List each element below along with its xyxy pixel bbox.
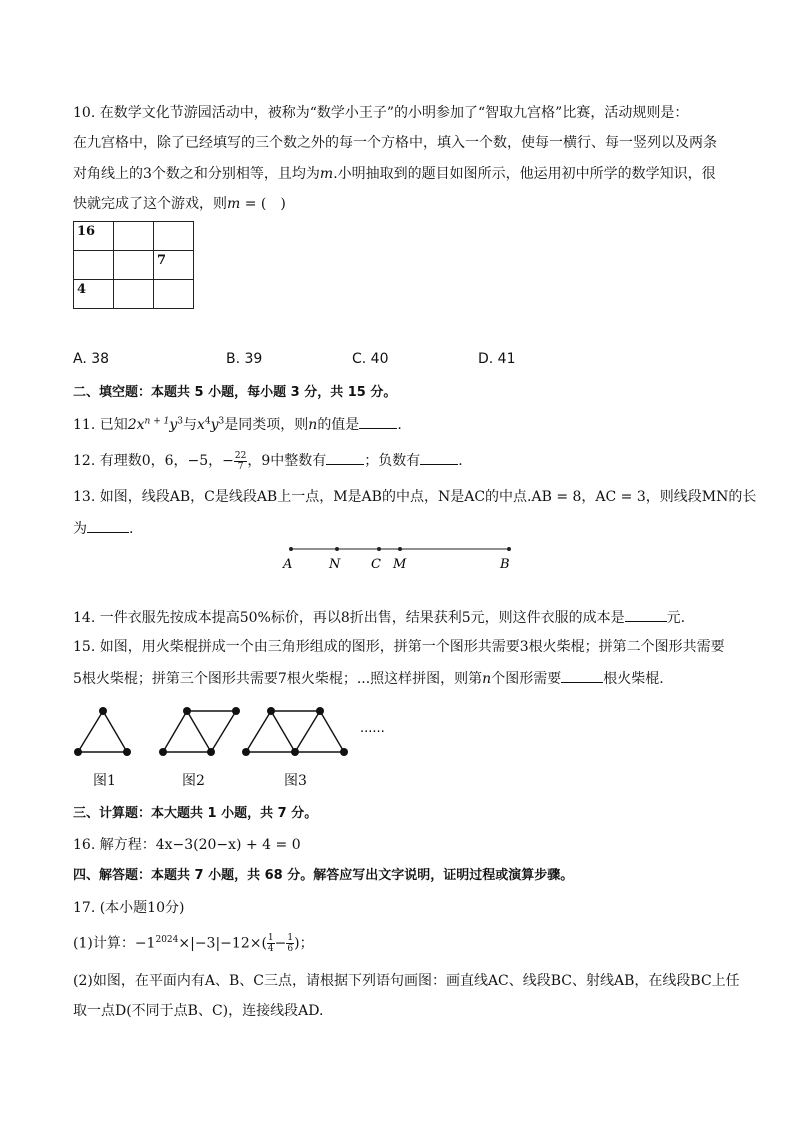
q10-line3-b: .小明抽取到的题目如图所示，他运用初中所学的数学知识，很 <box>333 166 716 182</box>
grid-cell: 7 <box>154 251 194 280</box>
q13-line2 <box>73 518 133 539</box>
q11-y1: y <box>169 417 178 433</box>
grid-cell: 4 <box>74 280 114 309</box>
q14-text: 14. 一件衣服先按成本提高50%标价，再以8折出售，结果获利5元，则这件衣服的成本是 <box>73 610 625 626</box>
figure-1-joints <box>74 707 131 756</box>
point-n-dot <box>335 547 339 551</box>
grid-cell <box>154 280 194 309</box>
q10-option-c: C. 40 <box>352 351 389 367</box>
answer-blank[interactable] <box>420 450 458 465</box>
q10-line4 <box>73 194 286 214</box>
grid-cell <box>114 280 154 309</box>
q11-prefix: 11. 已知 <box>73 417 128 433</box>
grid-cell <box>154 222 194 251</box>
matchstick <box>320 711 344 752</box>
q17-part2-line1: (2)如图，在平面内有A、B、C三点，请根据下列语句画图：画直线AC、线段BC、射线AB，在线段BC上任 <box>73 973 740 989</box>
point-a-label: A <box>283 557 293 572</box>
point-c-dot <box>377 547 381 551</box>
joint-dot <box>123 748 131 756</box>
answer-blank[interactable] <box>87 518 129 533</box>
fraction <box>286 933 294 954</box>
q17-part1-mid: ×|−3|−12×( <box>178 935 267 952</box>
q12-end: . <box>458 453 463 469</box>
q17-part1-exponent: 2024 <box>155 934 179 945</box>
point-n-label: N <box>329 557 341 572</box>
q16: 16. 解方程：4x−3(20−x) + 4 = 0 <box>73 837 301 853</box>
fraction <box>234 451 247 472</box>
q10-option-d: D. 41 <box>478 351 516 367</box>
q10-option-a: A. 38 <box>73 351 110 367</box>
q10-line4-a: 快就完成了这个游戏，则 <box>73 196 227 212</box>
grid-row <box>74 222 194 251</box>
q11-y2: y <box>210 417 219 433</box>
q10-line4-b: = ( ) <box>240 196 286 212</box>
q17-part1-end: )； <box>294 935 314 952</box>
q17-part2-line2: 取一点D(不同于点B、C)，连接线段AD. <box>73 1003 324 1019</box>
q11-exp-x2: 4 <box>204 416 211 427</box>
joint-dot <box>159 748 167 756</box>
q12 <box>73 450 463 472</box>
fraction-denominator: 4 <box>267 944 274 954</box>
q11 <box>73 414 402 435</box>
point-m-dot <box>398 547 402 551</box>
q15-line2-c: 根火柴棍. <box>603 671 664 687</box>
joint-dot <box>99 707 107 715</box>
q13-line2-text: 为 <box>73 521 87 537</box>
q12-mid2: ；负数有 <box>364 453 421 469</box>
q11-exp1: n + 1 <box>144 416 170 427</box>
minus-sign: − <box>274 935 287 952</box>
joint-dot <box>316 707 324 715</box>
matchstick-figures <box>70 700 400 762</box>
joint-dot <box>74 748 82 756</box>
q10-line2: 在九宫格中，除了已经填写的三个数之外的每一个方格中，填入一个数，使每一横行、每一竖列以及两条 <box>73 135 717 151</box>
joint-dot <box>207 748 215 756</box>
answer-blank[interactable] <box>359 414 397 429</box>
q10-line3-a: 对角线上的3个数之和分别相等，且均为 <box>73 166 320 182</box>
matchstick <box>295 711 320 752</box>
ellipsis: ...... <box>360 721 385 736</box>
joint-dot <box>340 748 348 756</box>
matchstick <box>163 711 187 752</box>
matchstick <box>271 711 295 752</box>
section3-heading: 三、计算题：本大题共 1 小题，共 7 分。 <box>73 806 318 821</box>
matchstick <box>103 711 127 752</box>
joint-dot <box>232 707 240 715</box>
grid-cell: 16 <box>74 222 114 251</box>
fraction-denominator: 6 <box>287 944 294 954</box>
q15-line1: 15. 如图，用火柴棍拼成一个由三角形组成的图形，拼第一个图形共需要3根火柴棍；拼第二个图形共需要 <box>73 639 725 655</box>
matchstick <box>211 711 236 752</box>
grid-cell <box>74 251 114 280</box>
answer-blank[interactable] <box>326 450 364 465</box>
grid-cell <box>114 222 154 251</box>
figure-1 <box>78 711 127 752</box>
q10-var-m-2: m <box>227 196 241 212</box>
q12-prefix: 12. 有理数0，6，−5，− <box>73 453 234 469</box>
q15-var-n: n <box>482 671 492 687</box>
section2-heading: 二、填空题：本题共 5 小题，每小题 3 分，共 15 分。 <box>73 385 397 400</box>
point-m-label: M <box>393 557 407 572</box>
matchstick <box>78 711 103 752</box>
fraction-numerator: 1 <box>267 933 274 943</box>
matchstick <box>187 711 211 752</box>
joint-dot <box>242 748 250 756</box>
point-b-dot <box>507 547 511 551</box>
q11-exp-y2: 3 <box>218 416 225 427</box>
point-c-label: C <box>371 557 381 572</box>
q10-line1: 10. 在数学文化节游园活动中，被称为“数学小王子”的小明参加了“智取九宫格”比赛，活动规则是： <box>73 105 689 121</box>
nine-grid <box>73 221 194 309</box>
q11-suffix2: 的值是 <box>317 417 360 433</box>
q11-mid: 与 <box>182 417 197 433</box>
q11-exp-y1: 3 <box>177 416 183 427</box>
point-a-dot <box>289 547 293 551</box>
q11-x2: x <box>196 417 205 433</box>
q15-line2 <box>73 668 664 689</box>
q13-end: . <box>129 521 134 537</box>
figure-2-label: 图2 <box>182 773 205 789</box>
fraction-numerator: 22 <box>234 450 247 461</box>
fraction-denominator: 7 <box>237 461 244 472</box>
point-b-label: B <box>500 557 510 572</box>
figure-1-label: 图1 <box>93 773 116 789</box>
q13-line1: 13. 如图，线段AB，C是线段AB上一点，M是AB的中点，N是AC的中点.AB = 8，AC = 3，则线段MN的长 <box>73 489 757 505</box>
q10-line3 <box>73 164 716 184</box>
matchstick <box>246 711 271 752</box>
figure-2 <box>163 711 236 752</box>
fraction-numerator: 1 <box>287 933 294 943</box>
q12-mid: ，9中整数有 <box>247 453 327 469</box>
q17-header: 17. (本小题10分) <box>73 900 185 916</box>
grid-row <box>74 280 194 309</box>
q14 <box>73 607 685 628</box>
answer-blank[interactable] <box>625 607 667 622</box>
figure-3-label: 图3 <box>284 773 307 789</box>
grid-cell <box>114 251 154 280</box>
answer-blank[interactable] <box>561 668 603 683</box>
q14-end: 元. <box>666 610 686 626</box>
joint-dot <box>183 707 191 715</box>
q17-part1 <box>73 933 314 954</box>
q10-var-m: m <box>319 166 334 182</box>
q15-line2-a: 5根火柴棍；拼第三个图形共需要7根火柴棍；...照这样拼图，则第 <box>73 671 483 687</box>
q15-line2-b: 个图形需要 <box>491 671 562 687</box>
joint-dot <box>291 748 299 756</box>
q11-var-n: n <box>308 417 318 433</box>
q11-suffix1: 是同类项，则 <box>224 417 309 433</box>
section4-heading: 四、解答题：本题共 7 小题，共 68 分。解答应写出文字说明，证明过程或演算步骤。 <box>73 868 574 883</box>
q17-part1-prefix: (1)计算：−1 <box>73 935 156 952</box>
grid-row <box>74 251 194 280</box>
q11-end: . <box>397 417 402 433</box>
fraction <box>267 933 275 954</box>
segment-diagram <box>270 538 530 578</box>
q11-expr1: 2x <box>127 417 145 433</box>
joint-dot <box>267 707 275 715</box>
figure-3 <box>246 711 344 752</box>
q10-option-b: B. 39 <box>226 351 263 367</box>
